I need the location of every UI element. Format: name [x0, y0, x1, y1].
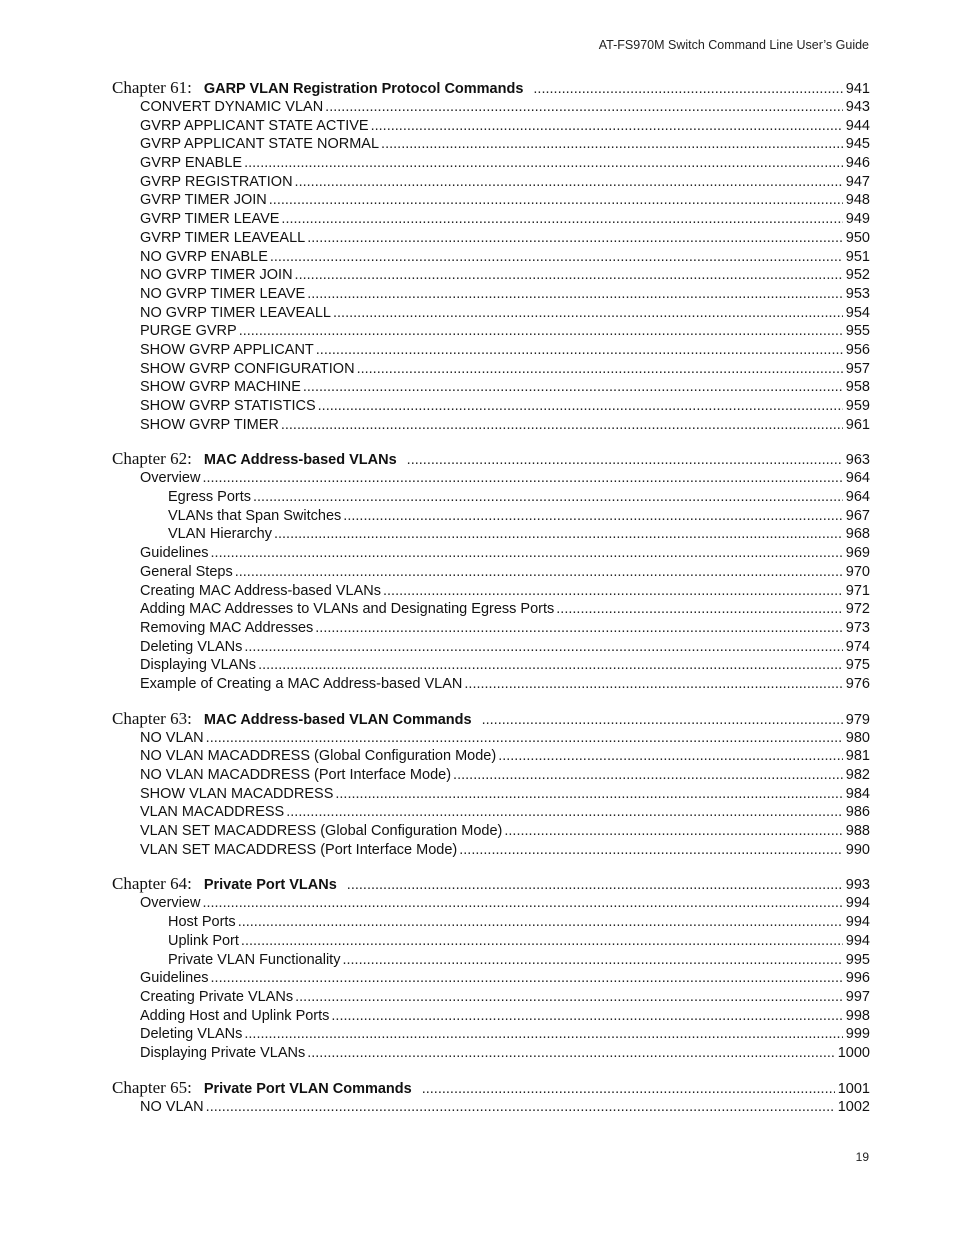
dot-leader — [238, 914, 843, 930]
toc-entry[interactable] — [112, 470, 870, 489]
toc-entry[interactable] — [112, 657, 870, 676]
toc-entry-label: CONVERT DYNAMIC VLAN — [140, 99, 324, 115]
dot-leader — [281, 417, 843, 433]
toc-entry-page-number: 990 — [845, 841, 870, 858]
chapter-heading[interactable] — [112, 874, 870, 895]
toc-entry-page-number: 982 — [845, 767, 870, 783]
dot-leader — [202, 895, 842, 911]
toc-entry[interactable] — [112, 639, 870, 658]
running-header: AT-FS970M Switch Command Line User’s Guide — [598, 38, 869, 52]
chapter-number: Chapter 65: — [112, 1077, 192, 1097]
toc-entry[interactable] — [112, 895, 870, 914]
chapter-page-number: 941 — [845, 81, 870, 97]
toc-entry[interactable] — [112, 1099, 870, 1118]
dot-leader — [325, 99, 843, 115]
toc-entry-label: NO VLAN MACADDRESS (Port Interface Mode) — [140, 767, 452, 783]
toc-entry[interactable] — [112, 583, 870, 602]
toc-entry-label: VLAN Hierarchy — [168, 526, 272, 543]
toc-entry-label: Overview — [140, 470, 201, 487]
toc-entry-page-number: 947 — [845, 173, 870, 190]
toc-subentry[interactable] — [112, 489, 870, 508]
dot-leader — [303, 379, 843, 395]
toc-entry-page-number: 973 — [845, 619, 870, 636]
dot-leader — [307, 286, 843, 302]
dot-leader — [482, 712, 843, 728]
dot-leader — [211, 970, 843, 986]
toc-subentry[interactable] — [112, 933, 870, 952]
toc-entry-page-number: 953 — [845, 285, 870, 302]
dot-leader — [335, 786, 842, 802]
toc-entry-page-number: 950 — [845, 229, 870, 246]
dot-leader — [407, 452, 843, 468]
toc-entry-label: Overview — [140, 895, 201, 912]
toc-entry[interactable] — [112, 823, 870, 842]
toc-entry-label: NO GVRP TIMER LEAVEALL — [140, 304, 331, 321]
toc-entry-page-number: 967 — [845, 507, 870, 524]
toc-entry[interactable] — [112, 970, 870, 989]
toc-entry-label: Adding MAC Addresses to VLANs and Designating Egress Ports — [140, 601, 555, 618]
toc-entry[interactable] — [112, 545, 870, 564]
toc-entry-page-number: 999 — [845, 1026, 870, 1043]
toc-entry-label: SHOW GVRP STATISTICS — [140, 398, 316, 414]
dot-leader — [318, 398, 843, 414]
toc-entry[interactable] — [112, 267, 870, 286]
dot-leader — [342, 952, 842, 968]
toc-entry-page-number: 994 — [845, 914, 870, 931]
dot-leader — [241, 933, 843, 949]
toc-entry-page-number: 981 — [845, 748, 870, 765]
dot-leader — [244, 1026, 842, 1042]
toc-entry-page-number: 964 — [845, 489, 870, 506]
toc-entry-label: GVRP TIMER LEAVEALL — [140, 229, 306, 246]
toc-entry-label: GVRP TIMER JOIN — [140, 192, 267, 209]
toc-entry-label: SHOW GVRP CONFIGURATION — [140, 360, 355, 377]
chapter-heading[interactable] — [112, 449, 870, 470]
toc-entry-page-number: 975 — [845, 657, 870, 674]
chapter-heading[interactable] — [112, 1078, 870, 1099]
toc-entry-label: NO GVRP ENABLE — [140, 248, 268, 265]
toc-entry[interactable] — [112, 804, 870, 823]
dot-leader — [270, 249, 843, 265]
toc-entry-label: Creating MAC Address-based VLANs — [140, 582, 381, 599]
toc-entry-page-number: 996 — [845, 970, 870, 987]
dot-leader — [498, 748, 843, 764]
toc-entry[interactable] — [112, 286, 870, 305]
dot-leader — [315, 620, 843, 636]
toc-entry[interactable] — [112, 842, 870, 861]
toc-entry[interactable] — [112, 99, 870, 118]
dot-leader — [357, 361, 843, 377]
toc-entry[interactable] — [112, 786, 870, 805]
toc-entry-label: Host Ports — [168, 914, 236, 931]
toc-entry[interactable] — [112, 564, 870, 583]
toc-entry-page-number: 954 — [845, 304, 870, 321]
toc-entry-page-number: 958 — [845, 379, 870, 396]
chapter-page-number: 993 — [845, 877, 870, 894]
toc-entry-label: GVRP ENABLE — [140, 155, 243, 172]
toc-entry-page-number: 994 — [845, 932, 870, 949]
toc-entry-label: GVRP REGISTRATION — [140, 173, 293, 190]
toc-entry-page-number: 948 — [845, 192, 870, 209]
chapter-heading[interactable] — [112, 78, 870, 99]
toc-entry[interactable] — [112, 211, 870, 230]
toc-entry-page-number: 951 — [845, 248, 870, 265]
dot-leader — [533, 81, 842, 97]
toc-entry[interactable] — [112, 676, 870, 695]
dot-leader — [347, 877, 843, 893]
chapter-heading[interactable] — [112, 709, 870, 730]
toc-entry-label: General Steps — [140, 563, 233, 580]
dot-leader — [274, 526, 843, 542]
toc-entry-label: VLAN SET MACADDRESS (Global Configuration Mode) — [140, 823, 503, 840]
toc-entry-label: Creating Private VLANs — [140, 988, 294, 1005]
dot-leader — [459, 842, 843, 858]
toc-entry[interactable] — [112, 417, 870, 436]
dot-leader — [556, 601, 843, 617]
toc-entry[interactable] — [112, 730, 870, 749]
toc-entry-page-number: 969 — [845, 545, 870, 562]
dot-leader — [331, 1008, 842, 1024]
toc-entry-label: PURGE GVRP — [140, 323, 237, 340]
toc-entry-page-number: 988 — [845, 823, 870, 840]
dot-leader — [504, 823, 842, 839]
dot-leader — [286, 804, 843, 820]
toc-entry-label: Displaying VLANs — [140, 657, 257, 674]
dot-leader — [307, 230, 843, 246]
toc-entry-label: GVRP APPLICANT STATE NORMAL — [140, 136, 380, 153]
toc-entry-page-number: 976 — [845, 675, 870, 692]
toc-entry-page-number: 995 — [845, 951, 870, 968]
toc-subentry[interactable] — [112, 508, 870, 527]
dot-leader — [295, 267, 843, 283]
toc-entry-page-number: 971 — [845, 582, 870, 599]
toc-entry-page-number: 998 — [845, 1007, 870, 1024]
toc-subentry[interactable] — [112, 952, 870, 971]
toc-subentry[interactable] — [112, 914, 870, 933]
chapter-number: Chapter 61: — [112, 78, 192, 97]
toc-entry-page-number: 984 — [845, 785, 870, 802]
toc-entry-label: Deleting VLANs — [140, 1026, 243, 1043]
toc-entry-label: VLAN SET MACADDRESS (Port Interface Mode) — [140, 841, 458, 858]
toc-entry-page-number: 957 — [845, 360, 870, 377]
toc-entry-page-number: 944 — [845, 117, 870, 134]
dot-leader — [235, 564, 843, 580]
toc-entry[interactable] — [112, 1045, 870, 1064]
toc-entry-label: GVRP TIMER LEAVE — [140, 211, 280, 228]
dot-leader — [295, 989, 843, 1005]
toc-entry[interactable] — [112, 230, 870, 249]
dot-leader — [295, 174, 843, 190]
toc-entry-label: Private VLAN Functionality — [168, 951, 341, 968]
toc-entry[interactable] — [112, 748, 870, 767]
chapter-title: Private Port VLANs — [203, 877, 337, 894]
dot-leader — [453, 767, 843, 783]
toc-entry-label: SHOW VLAN MACADDRESS — [140, 785, 334, 802]
toc-entry-label: Egress Ports — [168, 489, 251, 506]
toc-entry[interactable] — [112, 323, 870, 342]
toc-entry[interactable] — [112, 305, 870, 324]
toc-entry-label: VLANs that Span Switches — [168, 507, 342, 524]
dot-leader — [258, 657, 843, 673]
toc-entry[interactable] — [112, 767, 870, 786]
chapter-number: Chapter 63: — [112, 708, 192, 728]
chapter-title: MAC Address-based VLANs — [203, 452, 397, 469]
toc-entry-label: SHOW GVRP MACHINE — [140, 379, 301, 396]
toc-entry[interactable] — [112, 1026, 870, 1045]
toc-entry-label: SHOW GVRP TIMER — [140, 416, 279, 433]
toc-entry-page-number: 955 — [845, 323, 870, 340]
toc-entry-page-number: 945 — [845, 136, 870, 153]
toc-entry-label: VLAN MACADDRESS — [140, 804, 285, 821]
toc-entry-page-number: 986 — [845, 804, 870, 821]
toc-entry-page-number: 1000 — [837, 1044, 870, 1061]
chapter-page-number: 963 — [845, 452, 870, 469]
dot-leader — [281, 211, 842, 227]
toc-entry-label: GVRP APPLICANT STATE ACTIVE — [140, 117, 369, 134]
toc-entry[interactable] — [112, 174, 870, 193]
toc-entry-label: NO GVRP TIMER JOIN — [140, 267, 293, 284]
dot-leader — [464, 676, 842, 692]
toc-entry-label: NO VLAN MACADDRESS (Global Configuration Mode) — [140, 748, 497, 765]
toc-entry-label: Guidelines — [140, 545, 209, 562]
toc-entry-label: Guidelines — [140, 970, 209, 987]
toc-entry[interactable] — [112, 1008, 870, 1027]
toc-entry-label: Adding Host and Uplink Ports — [140, 1007, 330, 1024]
toc-entry[interactable] — [112, 989, 870, 1008]
chapter-title: GARP VLAN Registration Protocol Commands — [203, 81, 524, 97]
toc-entry-page-number: 952 — [845, 267, 870, 284]
dot-leader — [239, 323, 843, 339]
dot-leader — [316, 342, 843, 358]
toc-entry-page-number: 980 — [845, 729, 870, 746]
toc-entry[interactable] — [112, 620, 870, 639]
toc-entry[interactable] — [112, 249, 870, 268]
toc-entry-page-number: 964 — [845, 470, 870, 487]
dot-leader — [269, 192, 843, 208]
toc-entry[interactable] — [112, 379, 870, 398]
toc-entry-label: NO VLAN — [140, 729, 204, 746]
toc-entry-label: NO VLAN — [140, 1098, 204, 1115]
dot-leader — [307, 1045, 835, 1061]
toc-entry-page-number: 943 — [845, 99, 870, 115]
toc-entry-label: Uplink Port — [168, 932, 239, 949]
toc-entry-label: Example of Creating a MAC Address-based VLAN — [140, 675, 463, 692]
toc-entry-page-number: 968 — [845, 526, 870, 543]
dot-leader — [343, 508, 843, 524]
dot-leader — [244, 639, 842, 655]
chapter-page-number: 1001 — [837, 1080, 870, 1097]
chapter-title: MAC Address-based VLAN Commands — [203, 711, 472, 728]
dot-leader — [381, 136, 843, 152]
toc-entry-label: NO GVRP TIMER LEAVE — [140, 285, 306, 302]
dot-leader — [422, 1081, 835, 1097]
toc-entry-page-number: 970 — [845, 563, 870, 580]
toc-entry[interactable] — [112, 192, 870, 211]
toc-entry-label: Displaying Private VLANs — [140, 1044, 306, 1061]
toc-entry-page-number: 946 — [845, 155, 870, 172]
dot-leader — [206, 1099, 835, 1115]
chapter-number: Chapter 62: — [112, 449, 192, 469]
toc-subentry[interactable] — [112, 526, 870, 545]
toc-entry-page-number: 961 — [845, 416, 870, 433]
dot-leader — [371, 118, 843, 134]
toc-entry[interactable] — [112, 342, 870, 361]
toc-entry[interactable] — [112, 398, 870, 417]
toc-entry-label: Removing MAC Addresses — [140, 619, 314, 636]
dot-leader — [253, 489, 843, 505]
toc-entry[interactable] — [112, 136, 870, 155]
page-number: 19 — [855, 1150, 869, 1164]
dot-leader — [383, 583, 843, 599]
toc-entry[interactable] — [112, 118, 870, 137]
dot-leader — [202, 470, 842, 486]
chapter-number: Chapter 64: — [112, 874, 192, 894]
toc-entry-page-number: 1002 — [837, 1098, 870, 1115]
toc-entry-label: Deleting VLANs — [140, 638, 243, 655]
toc-entry[interactable] — [112, 601, 870, 620]
table-of-contents — [112, 78, 870, 1117]
toc-entry-page-number: 974 — [845, 638, 870, 655]
toc-entry-page-number: 949 — [845, 211, 870, 228]
toc-entry[interactable] — [112, 361, 870, 380]
toc-entry-label: SHOW GVRP APPLICANT — [140, 341, 314, 358]
toc-entry-page-number: 956 — [845, 341, 870, 358]
toc-entry-page-number: 959 — [845, 398, 870, 414]
dot-leader — [333, 305, 843, 321]
dot-leader — [206, 730, 843, 746]
dot-leader — [244, 155, 843, 171]
chapter-page-number: 979 — [845, 711, 870, 728]
dot-leader — [211, 545, 843, 561]
toc-entry[interactable] — [112, 155, 870, 174]
chapter-title: Private Port VLAN Commands — [203, 1080, 412, 1097]
toc-entry-page-number: 994 — [845, 895, 870, 912]
toc-entry-page-number: 972 — [845, 601, 870, 618]
toc-entry-page-number: 997 — [845, 988, 870, 1005]
